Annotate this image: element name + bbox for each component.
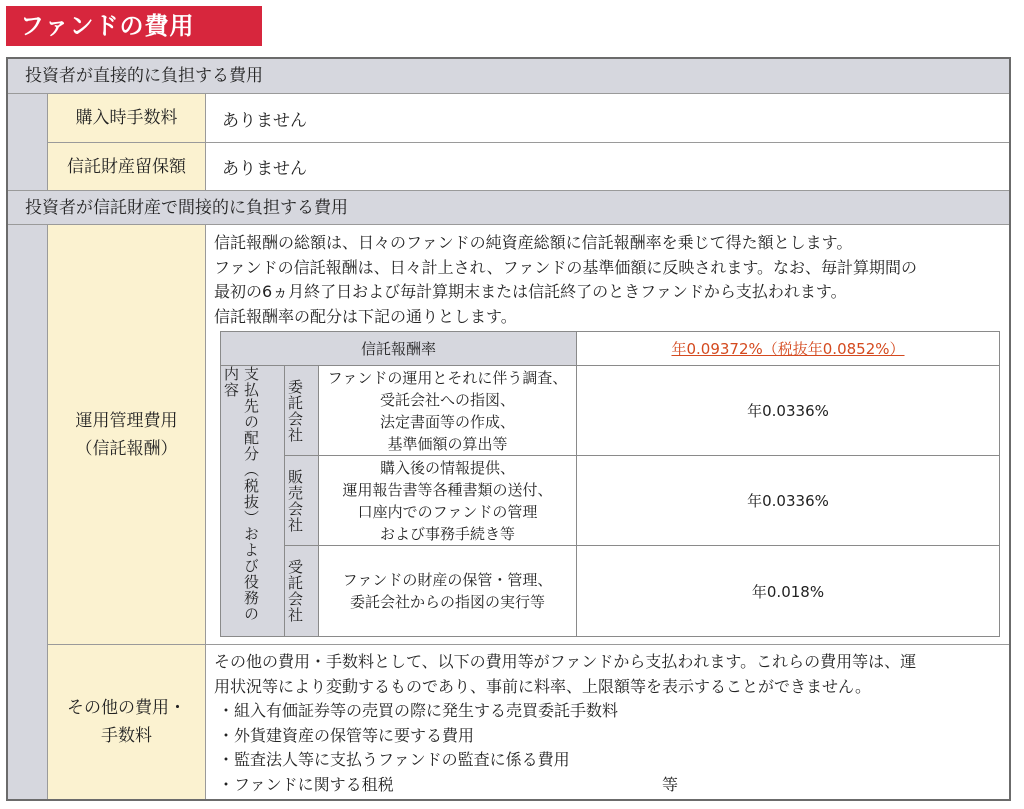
mgmt-paragraph: 信託報酬率の配分は下記の通りとします。 — [214, 307, 517, 326]
service-desc-distributor — [319, 456, 577, 546]
party-consignor-text: 委託会社 — [286, 378, 304, 443]
purchase-fee-label: 購入時手数料 — [48, 94, 206, 142]
direct-side-strip — [8, 94, 48, 190]
indirect-costs-header: 投資者が信託財産で間接的に負担する費用 — [8, 190, 1009, 225]
rate-consignor: 年0.0336% — [577, 366, 999, 456]
desc-line: および事務手続き等 — [379, 524, 515, 543]
rate-header-value — [577, 332, 999, 366]
party-trustee — [285, 546, 319, 636]
allocation-group-label — [221, 366, 285, 636]
section-title: ファンドの費用 — [6, 6, 262, 46]
desc-line: 運用報告書等各種書類の送付、 — [342, 480, 553, 499]
rate-distributor: 年0.0336% — [577, 456, 999, 546]
party-distributor-text: 販売会社 — [286, 468, 304, 533]
service-desc-consignor — [319, 366, 577, 456]
desc-line: 基準価額の算出等 — [387, 434, 508, 453]
management-fee-label-line1: 運用管理費用 — [75, 410, 178, 431]
direct-costs-header: 投資者が直接的に負担する費用 — [8, 59, 1009, 94]
desc-line: 口座内でのファンドの管理 — [357, 502, 538, 521]
other-fees-label-line1: その他の費用・ — [67, 698, 186, 718]
other-fee-etc: 等 — [662, 775, 679, 794]
desc-line: 法定書面等の作成、 — [379, 412, 515, 431]
other-fee-bullet: ・外貨建資産の保管等に要する費用 — [218, 726, 475, 745]
allocation-table — [220, 331, 1000, 637]
management-fee-label — [48, 225, 206, 644]
desc-line: ファンドの運用とそれに伴う調査、 — [327, 368, 568, 387]
desc-line: 購入後の情報提供、 — [379, 458, 515, 477]
party-consignor — [285, 366, 319, 456]
purchase-fee-value: ありません — [222, 110, 307, 131]
desc-line: ファンドの財産の保管・管理、 — [342, 571, 553, 589]
rate-header-label: 信託報酬率 — [221, 332, 577, 366]
retention-fee-label: 信託財産留保額 — [48, 143, 206, 190]
mgmt-paragraph: 最初の6ヵ月終了日および毎計算期末または信託終了のときファンドから支払われます。 — [214, 282, 847, 301]
total-rate-link[interactable]: 年0.09372%（税抜年0.0852%） — [671, 340, 905, 358]
management-fee-label-line2: （信託報酬） — [75, 438, 178, 459]
other-intro-line2: 用状況等により変動するものであり、事前に料率、上限額等を表示することができません。 — [214, 677, 871, 696]
indirect-side-strip — [8, 225, 48, 799]
rate-trustee: 年0.018% — [751, 582, 825, 601]
other-fee-bullet: ・ファンドに関する租税 — [218, 775, 394, 794]
desc-line: 委託会社からの指図の実行等 — [349, 593, 545, 611]
other-fee-bullet: ・組入有価証券等の売買の際に発生する売買委託手数料 — [218, 701, 619, 720]
mgmt-paragraph: 信託報酬の総額は、日々のファンドの純資産総額に信託報酬率を乗じて得た額とします。 — [214, 233, 853, 252]
service-desc-trustee — [319, 546, 577, 636]
retention-fee-value: ありません — [222, 159, 307, 179]
other-fees-label-line2: 手数料 — [101, 726, 152, 746]
other-fees-label — [48, 645, 206, 799]
other-fee-bullet: ・監査法人等に支払うファンドの監査に係る費用 — [218, 750, 570, 769]
party-trustee-text: 受託会社 — [286, 559, 304, 623]
party-distributor — [285, 456, 319, 546]
mgmt-paragraph: ファンドの信託報酬は、日々計上され、ファンドの基準価額に反映されます。なお、毎計算期間の — [214, 258, 918, 277]
other-intro-line1: その他の費用・手数料として、以下の費用等がファンドから支払われます。これらの費用等は、運 — [214, 652, 917, 671]
desc-line: 受託会社への指図、 — [379, 390, 515, 409]
allocation-group-text: 支払先の配分（税抜）および役務の内容 — [222, 366, 260, 622]
